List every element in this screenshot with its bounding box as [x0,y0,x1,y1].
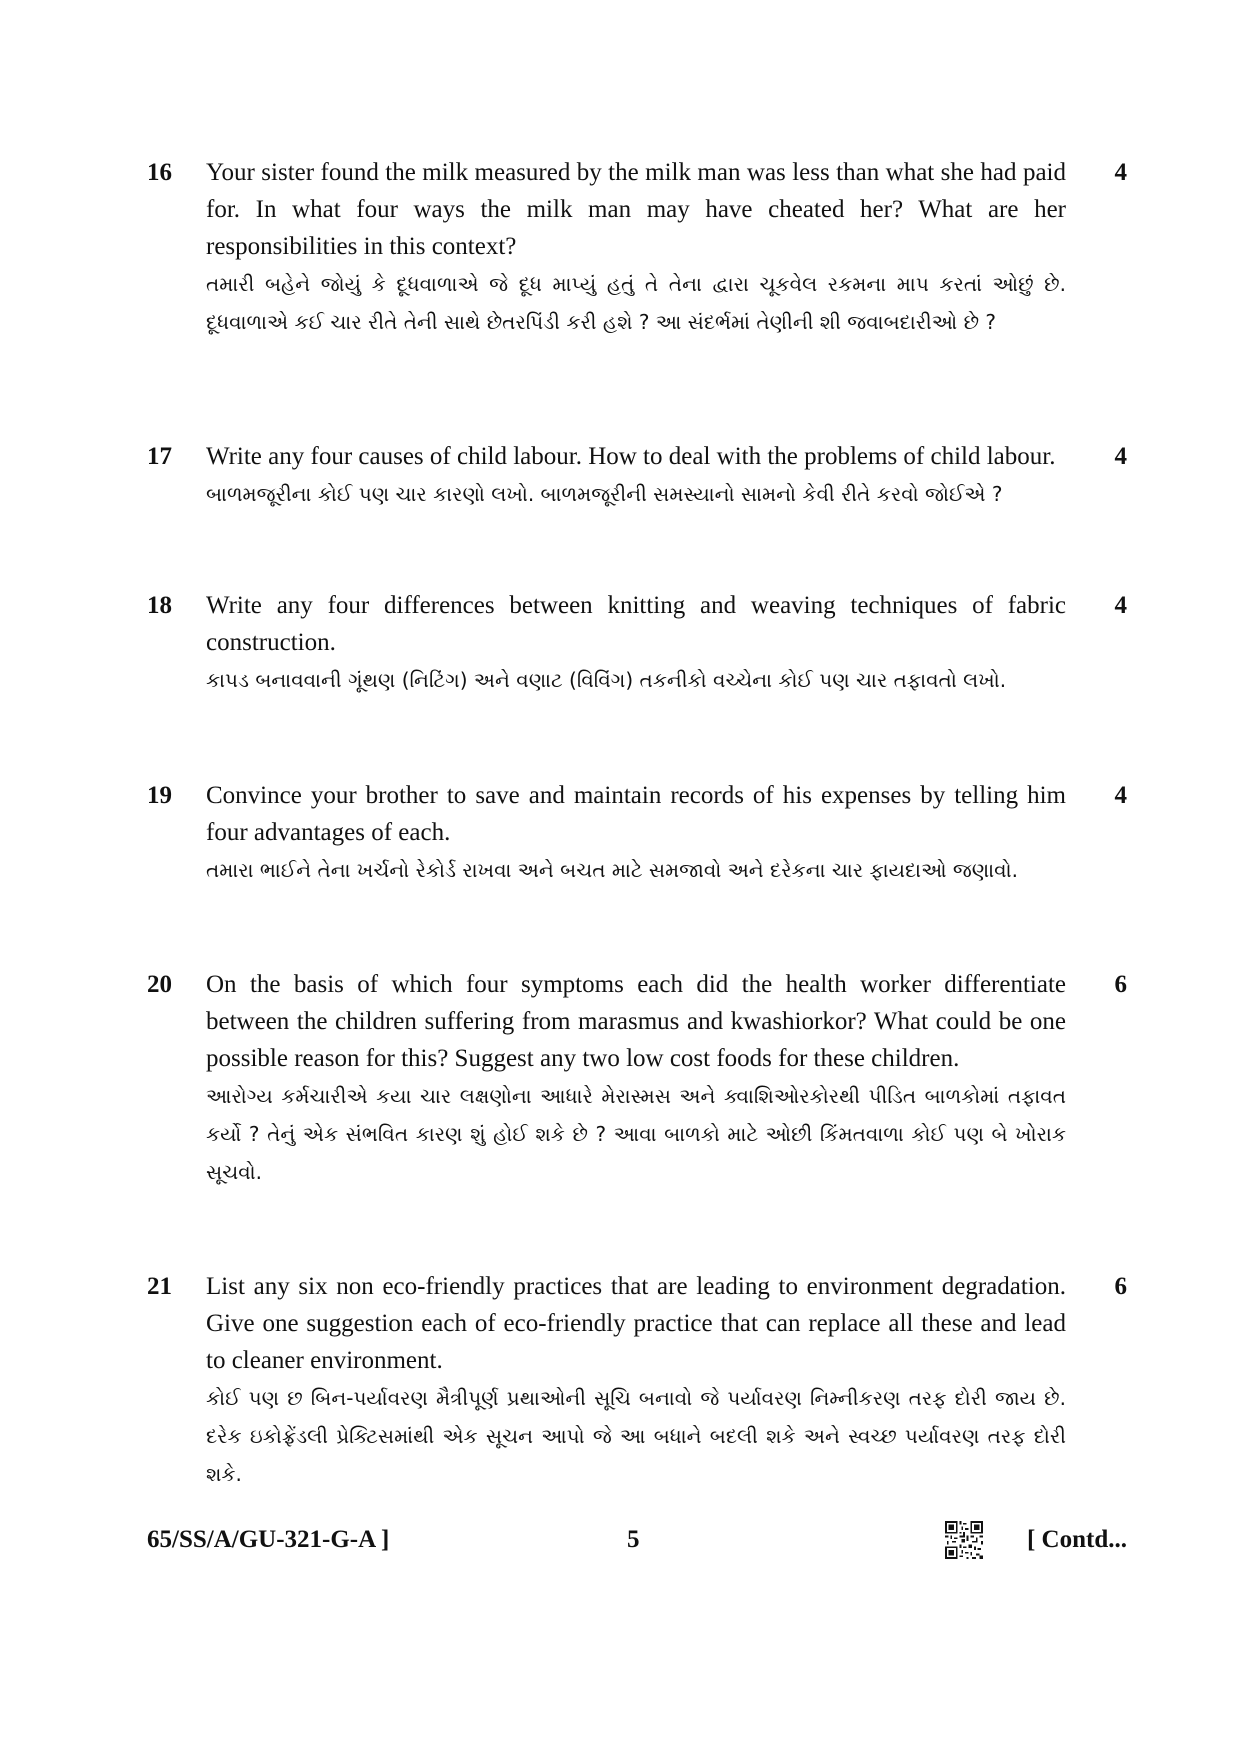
paper-code: 65/SS/A/GU-321-G-A ] [147,1526,390,1553]
question-text-gujarati: તમારી બહેને જોયું કે દૂધવાળાએ જે દૂધ માપ્યું હતું તે તેના દ્વારા ચૂકવેલ રકમના માપ કરતાં ઓછું છે. દૂધવાળાએ કઈ ચાર રીતે તેની સાથે છેતરપિંડી કરી હશે ? આ સંદર્ભમાં તેણીની શી જવાબદારીઓ છે ? [206,272,1066,334]
question-text-english: Convince your brother to save and maintain records of his expenses by telling him four advantages of each. [206,782,1066,846]
question-number: 19 [147,782,172,809]
question-body [206,438,1066,513]
question-body [206,1268,1066,1493]
page-footer [147,1520,1127,1560]
question-body [206,587,1066,699]
question-number: 17 [147,443,172,470]
question-text-english: On the basis of which four symptoms each did the health worker differentiate between the children suffering from marasmus and kwashiorkor? What could be one possible reason for this? Suggest any two low cost foods for these children. [206,971,1066,1072]
question-text-gujarati: કાપડ બનાવવાની ગૂંથણ (નિટિંગ) અને વણાટ (વિવિંગ) તકનીકો વચ્ચેના કોઈ પણ ચાર તફાવતો લખો. [206,668,1007,692]
question-text-gujarati: કોઈ પણ છ બિન-પર્યાવરણ મૈત્રીપૂર્ણ પ્રથાઓની સૂચિ બનાવો જે પર્યાવરણ નિમ્નીકરણ તરફ દોરી જાય છે. દરેક ઇકોફ્રેંડલી પ્રેક્ટિસમાંથી એક સૂચન આપો જે આ બધાને બદલી શકે અને સ્વચ્છ પર્યાવરણ તરફ દોરી શકે. [206,1386,1066,1486]
question-text-english: Your sister found the milk measured by the milk man was less than what she had paid for. In what four ways the milk man may have cheated her? What are her responsibilities in this context? [206,159,1066,260]
question-marks: 6 [1114,1273,1127,1300]
question-body [206,154,1066,341]
question-text-gujarati: તમારા ભાઈને તેના ખર્ચનો રેકોર્ડ રાખવા અને બચત માટે સમજાવો અને દરેકના ચાર ફાયદાઓ જણાવો. [206,858,1018,882]
page-number: 5 [627,1526,640,1553]
question-number: 16 [147,159,172,186]
question-text-english: Write any four differences between knitting and weaving techniques of fabric construction. [206,592,1066,656]
continued-label: [ Contd... [1026,1526,1127,1553]
question-marks: 4 [1114,782,1127,809]
question-text-gujarati: આરોગ્ય કર્મચારીએ કયા ચાર લક્ષણોના આધારે મેરાસ્મસ અને ક્વાશિઓરકોરથી પીડિત બાળકોમાં તફાવત કર્યો ? તેનું એક સંભવિત કારણ શું હોઈ શકે છે ? આવા બાળકો માટે ઓછી કિંમતવાળા કોઈ પણ બે ખોરાક સૂચવો. [206,1084,1066,1184]
question-marks: 4 [1114,592,1127,619]
qr-code-icon [945,1521,983,1559]
question-text-english: Write any four causes of child labour. How to deal with the problems of child labour. [206,443,1056,470]
question-marks: 6 [1114,971,1127,998]
question-marks: 4 [1114,159,1127,186]
question-text-english: List any six non eco-friendly practices that are leading to environment degradation. Give one suggestion each of eco-friendly practice that can replace all these and lead to cleaner environment. [206,1273,1066,1374]
question-body [206,777,1066,889]
question-number: 20 [147,971,172,998]
question-number: 21 [147,1273,172,1300]
question-marks: 4 [1114,443,1127,470]
question-number: 18 [147,592,172,619]
question-body [206,966,1066,1191]
question-text-gujarati: બાળમજૂરીના કોઈ પણ ચાર કારણો લખો. બાળમજૂરીની સમસ્યાનો સામનો કેવી રીતે કરવો જોઈએ ? [206,482,1003,506]
